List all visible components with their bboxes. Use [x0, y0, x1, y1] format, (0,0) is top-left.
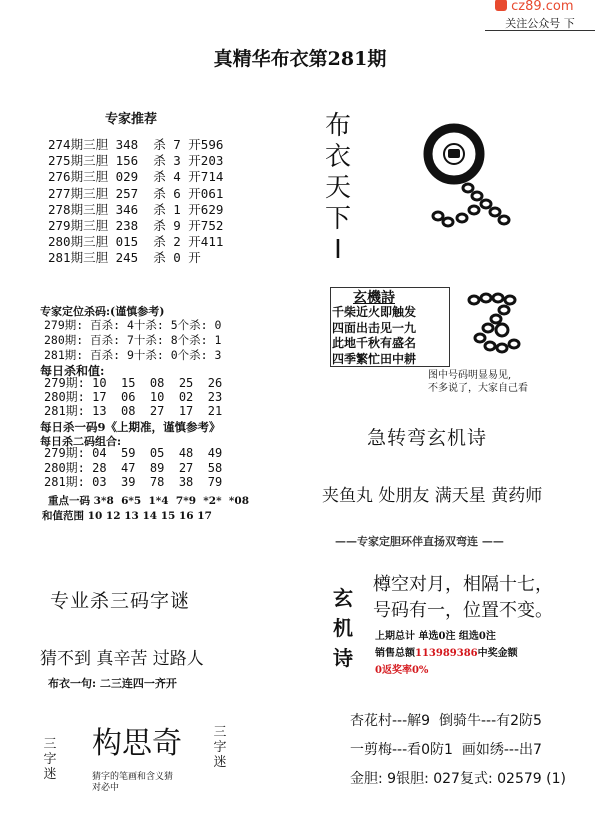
position-row: 281期: 百杀: 9十杀: 0个杀: 3 — [44, 348, 222, 362]
kill-two-row: 281期: 03 39 78 38 79 — [44, 475, 223, 489]
xuanji-lines — [332, 305, 416, 367]
coin-center-mark — [448, 149, 460, 158]
expert-row: 278期三胆 346 杀 1 开629 — [48, 201, 224, 217]
chain-bead — [472, 192, 482, 200]
chain-bead — [443, 218, 453, 226]
kill-two-title: 每日杀二码组合: — [40, 435, 122, 448]
xuanji-note-line: 图中号码明显易见, — [428, 370, 512, 381]
xuanji-title: 玄機詩 — [353, 290, 395, 306]
kill-one-code: 每日杀一码9《上期准，谨慎参考》 — [40, 420, 221, 434]
stats-sales-amount: 113989386 — [415, 648, 478, 659]
bead — [469, 296, 479, 304]
bead — [509, 340, 519, 348]
position-row: 280期: 百杀: 7十杀: 8个杀: 1 — [44, 333, 222, 347]
bottom-line: 金胆: 9银胆: 027复式: 02579 (1) — [350, 771, 566, 787]
buyi-char: 衣 — [324, 142, 351, 172]
poem-stats-1 — [375, 627, 496, 642]
bead-z-coin — [496, 324, 508, 336]
coin-chain-illustration — [420, 118, 520, 238]
buyi-char: I — [334, 235, 342, 265]
sum-row: 280期: 17 06 10 02 23 — [44, 390, 223, 404]
position-table — [44, 318, 221, 363]
watermark-logo-icon — [495, 0, 507, 11]
chain-bead — [481, 200, 491, 208]
bead — [497, 344, 507, 352]
mi-right-char: 三 — [213, 725, 227, 740]
expert-row: 281期三胆 245 杀 0 开 — [48, 250, 201, 266]
expert-row: 274期三胆 348 杀 7 开596 — [48, 137, 224, 152]
bead — [475, 334, 485, 342]
bottom-line: 杏花村---解9 倒骑牛---有2防5 — [350, 713, 542, 729]
sum-row: 281期: 13 08 27 17 21 — [44, 404, 223, 418]
chain-bead — [499, 216, 509, 224]
kill-two-row: 279期: 04 59 05 48 49 — [44, 446, 223, 460]
expert-row: 277期三胆 257 杀 6 开061 — [48, 185, 224, 201]
stats-sales-label: 销售总额 — [375, 648, 415, 659]
xuanji-line: 千柴近火即触发 — [332, 305, 417, 319]
stats-prize-label: 中奖金额 — [477, 648, 518, 659]
kill-two-row: 280期: 28 47 89 27 58 — [44, 460, 223, 475]
sum-title: 每日杀和值: — [40, 364, 105, 378]
position-title: 专家定位杀码:(谨慎参考) — [40, 305, 165, 318]
poem-side-char: 诗 — [333, 646, 353, 670]
xuanji-note — [428, 369, 528, 395]
mi-left-label — [40, 737, 60, 782]
bottom-lines — [350, 707, 566, 794]
chain-bead — [433, 212, 443, 220]
bead-z-illustration — [462, 286, 542, 366]
buyi-title — [318, 111, 358, 266]
expert-table — [48, 137, 223, 267]
mi-left-char: 字 — [43, 752, 57, 767]
kill-two-table — [44, 446, 222, 490]
position-row: 279期: 百杀: 4十杀: 5个杀: 0 — [44, 318, 222, 332]
sum-row: 279期: 10 15 08 25 26 — [44, 376, 223, 390]
chain-bead — [463, 184, 473, 192]
poem-stats-1-text: 上期总计 单选0注 组选0注 — [375, 631, 496, 642]
bead — [485, 342, 495, 350]
mi-left-char: 三 — [43, 737, 57, 752]
poem-stats-2 — [375, 644, 518, 659]
xuanji-note-line: 不多说了，大家自己看 — [428, 383, 528, 394]
riddle-note: 布衣一句: 二三连四一齐开 — [48, 677, 177, 690]
poem-stats-3: 0返奖率0% — [375, 665, 429, 676]
watermark-text: cz89.com — [511, 0, 574, 14]
xuanji-line: 四面出击见一九 — [332, 320, 417, 335]
riddle-line: 猜不到 真辛苦 过路人 — [40, 649, 204, 669]
follow-badge-text: 关注公众号 下 — [505, 17, 575, 30]
bead — [483, 324, 493, 332]
bead — [491, 315, 501, 323]
expert-row: 275期三胆 156 杀 3 开203 — [48, 153, 224, 169]
riddle-title: 专业杀三码字谜 — [50, 590, 191, 612]
expert-title: 专家推荐 — [105, 112, 158, 127]
bead — [505, 296, 515, 304]
mi-left-char: 迷 — [43, 767, 57, 782]
expert-row: 276期三胆 029 杀 4 开714 — [48, 169, 224, 185]
mi-right-label — [210, 725, 230, 770]
poem-line-1: 樽空对月，相隔十七， — [373, 574, 553, 595]
poem-side-char: 机 — [333, 616, 353, 640]
mi-right-char: 迷 — [213, 755, 227, 770]
mi-word: 构思奇 — [92, 726, 182, 761]
mi-hint-line: 对必中 — [92, 783, 120, 793]
zhuanwan-title: 急转弯玄机诗 — [367, 427, 488, 449]
chain-bead — [457, 214, 467, 222]
bead — [481, 294, 491, 302]
expert-row: 280期三胆 015 杀 2 开411 — [48, 234, 224, 250]
expert-banner: ——专家定胆环伴直扬双弯连 —— — [335, 535, 504, 548]
key-one-code: 重点一码 3*8 6*5 1*4 7*9 *2* *08 — [48, 495, 250, 507]
xuanji-line: 此地千秋有盛名 — [332, 336, 417, 350]
main-title: 真精华布衣第281期 — [213, 48, 387, 70]
bead-z-beads — [469, 294, 519, 352]
buyi-char: 布 — [324, 111, 351, 141]
poem-side-char: 玄 — [333, 586, 353, 610]
poem-side-label — [330, 583, 356, 673]
sum-table — [44, 376, 222, 418]
expert-row: 279期三胆 238 杀 9 开752 — [48, 218, 224, 234]
bead — [499, 306, 509, 314]
bead — [493, 294, 503, 302]
chain-beads — [433, 184, 509, 226]
buyi-char: 天 — [324, 173, 351, 203]
follow-badge — [485, 15, 595, 31]
sum-range: 和值范围 10 12 13 14 15 16 17 — [42, 510, 212, 522]
chain-bead — [469, 206, 479, 214]
xuanji-line: 四季繁忙田中耕 — [332, 351, 417, 366]
buyi-char: 下 — [324, 204, 351, 234]
chain-bead — [490, 208, 500, 216]
mi-hint-line: 猜字的笔画和含义猜 — [92, 772, 174, 782]
poem-line-2: 号码有一，位置不变。 — [373, 600, 553, 621]
zhuanwan-line: 夹鱼丸 处朋友 满天星 黄药师 — [322, 486, 543, 506]
bottom-line: 一剪梅---看0防1 画如绣---出7 — [350, 742, 542, 758]
mi-right-char: 字 — [213, 740, 227, 755]
mi-hint — [92, 772, 173, 794]
